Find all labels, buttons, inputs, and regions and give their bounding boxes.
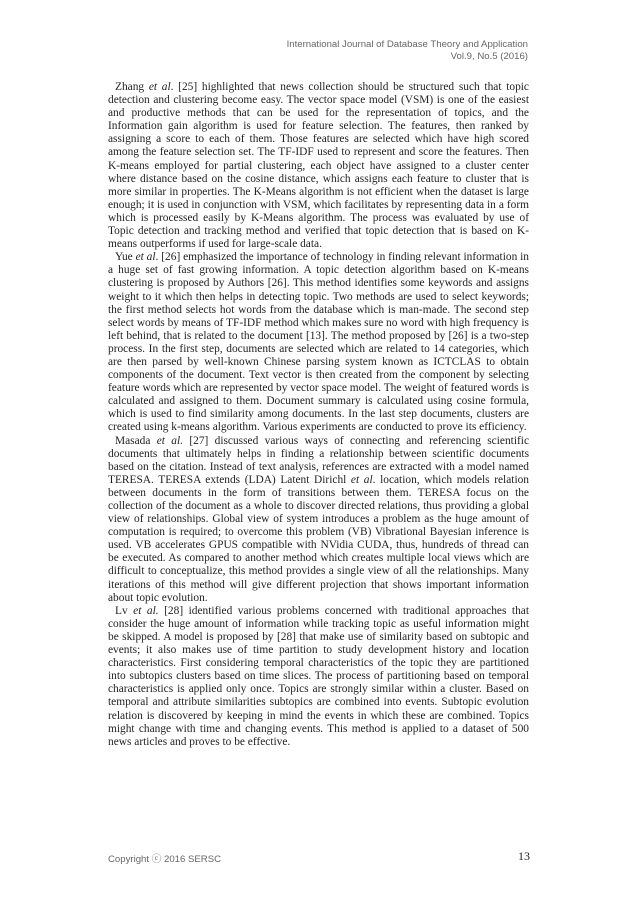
text-run: [28] identified various problems concerned with traditional approaches that consider the huge amount of information while tracking topic as useful information might be skipped. A model is proposed by [28] that make use of similarity based on subtopic and events; it also makes use of time partition to study development history and location characteristics. First considering temporal characteristics of the topic they are partitioned into subtopics clusters based on time slices. The process of partitioning based on temporal characteristics is applied only once. Topics are strongly similar within a cluster. Based on temporal and attribute similarities subtopics are combined into events. Subtopic evolution relation is discovered by keeping in mind the events in which these are combined. Topics might change with time and changing events. This method is applied to a dataset of 500 news articles and proves to be effective. <box>108 604 529 748</box>
text-run-italic: et al. <box>133 604 159 617</box>
text-run: Yue <box>115 251 136 264</box>
body-text <box>108 81 529 749</box>
text-run: [27] discussed various ways of connecting and referencing scientific documents that ultimately helps in finding a relationship between scientific documents based on the citation. Instead of text analysis, references are extracted with a model named TERESA. TERESA extends (LDA) Latent Dirichl <box>108 434 530 486</box>
paragraph-lv <box>108 605 529 749</box>
text-run-italic: et al <box>135 251 156 264</box>
text-run: Zhang <box>115 81 149 93</box>
text-run: Masada <box>115 434 157 447</box>
text-run: Lv <box>115 604 134 617</box>
text-run-italic: et al. <box>156 434 184 447</box>
running-header <box>287 39 528 63</box>
journal-title: International Journal of Database Theory and Application <box>286 39 528 50</box>
journal-volume: Vol.9, No.5 (2016) <box>450 51 528 62</box>
paragraph-masada <box>108 435 529 605</box>
text-run-italic: et al <box>350 473 373 486</box>
copyright-notice: Copyright ⓒ 2016 SERSC <box>108 854 222 865</box>
text-run: . [26] emphasized the importance of technology in finding relevant information in a huge set of fast growing information. A topic detection algorithm based on K-means clustering is proposed by Authors [26]. This method identifies some keywords and assigns weight to it which then helps in detecting topic. Two methods are used to select keywords; the first method selects hot words from the database which is man-made. The second step select words by means of TF-IDF method which makes sure no word with high frequency is left behind, that is related to the document [13]. The method proposed by [26] is a two-step process. In the first step, documents are selected which are related to 14 categories, which are then parsed by well-known Chinese parsing system known as ICTCLAS to obtain components of the document. Text vector is then created from the component by selecting feature words which are represented by vector space model. The weight of featured words is calculated and assigned to them. Document summary is calculated using cosine formula, which is used to find similarity among documents. In the last step documents, clusters are created using k-means algorithm. Various experiments are conducted to prove its efficiency. <box>108 251 530 434</box>
paragraph-zhang <box>108 81 529 251</box>
text-run: . location, which models relation between documents in the form of transitions between them. TERESA focus on the collection of the document as a whole to discover directed relations, thus providing a global view of relationships. Global view of system introduces a problem as the huge amount of computation is required; to overcome this problem (VB) Vibrational Bayesian inference is used. VB accelerates GPUS compatible with NVidia CUDA, thus, hundreds of thread can be executed. As compared to another method which creates multiple local views which are difficult to conceptualize, this method provides a single view of all the relationships. Many iterations of this method will give different projection that shows important information about topic evolution. <box>108 473 530 604</box>
page-number: 13 <box>518 849 530 863</box>
paragraph-yue <box>108 251 529 434</box>
text-run-italic: et al <box>148 81 171 93</box>
text-run: . [25] highlighted that news collection should be structured such that topic detection and clustering become easy. The vector space model (VSM) is one of the easiest and productive methods that can be used for the representation of topics, and the Information gain algorithm is used for feature selection. The features, then ranked by assigning a score to each of them. Those features are selected which have high scored among the feature selection set. The TF-IDF used to represent and score the features. Then K-means employed for partial clustering, each object have assigned to a cluster center where distance based on the cosine distance, which assigns each feature to cluster that is more similar in properties. The K-Means algorithm is not efficient when the dataset is large enough; it is used in conjunction with VSM, which facilitates by representing data in a form which is processed easily by K-Means algorithm. The process was evaluated by use of Topic detection and tracking method and verified that topic detection that is based on K-means outperforms if used for large-scale data. <box>108 81 529 251</box>
